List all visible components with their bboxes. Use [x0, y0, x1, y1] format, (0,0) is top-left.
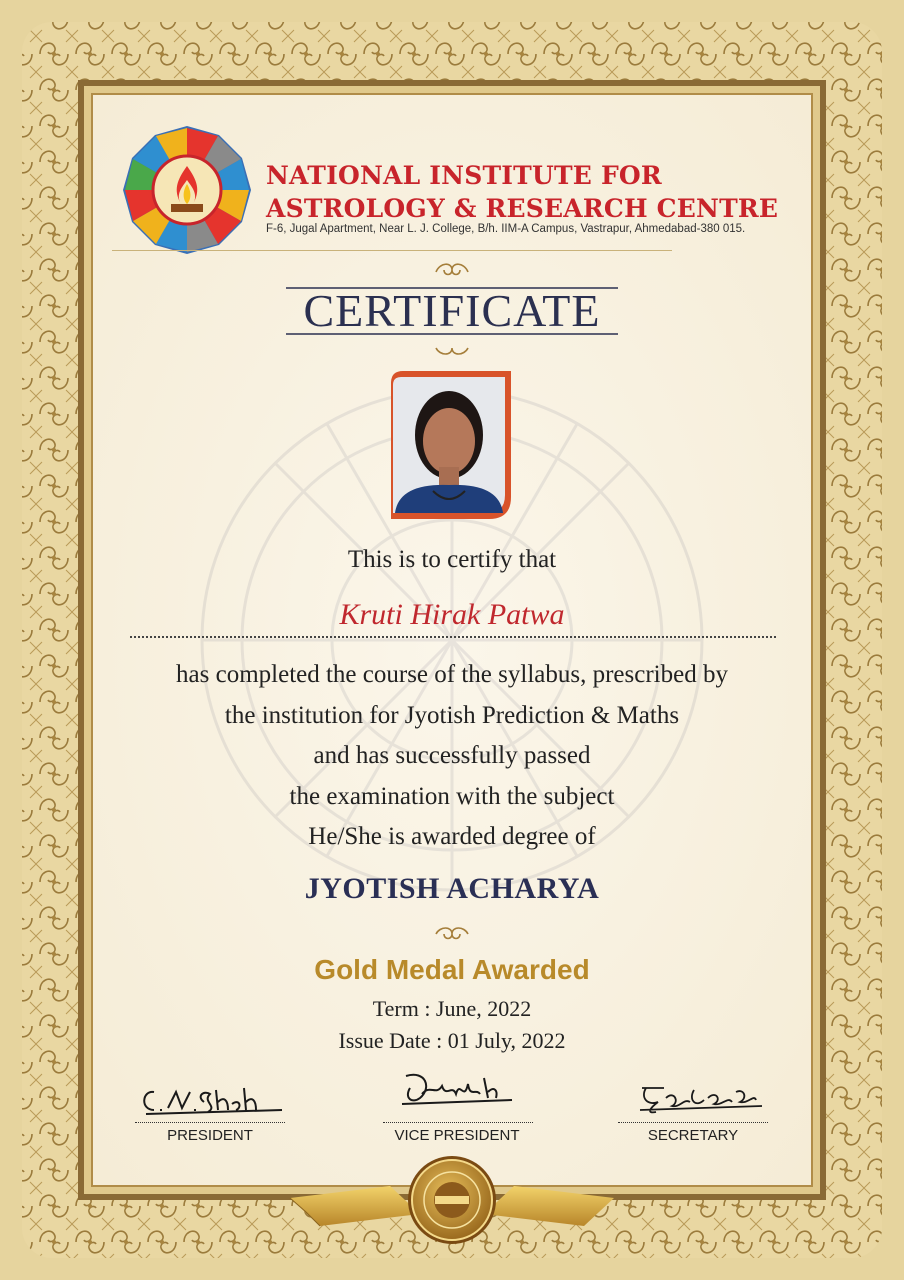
president-sig-line [135, 1122, 285, 1123]
institute-name-line1: NATIONAL INSTITUTE FOR [266, 161, 662, 190]
header-divider [112, 250, 672, 251]
certificate-title: CERTIFICATE [303, 285, 601, 336]
secretary-label: SECRETARY [647, 1127, 739, 1144]
degree-title: JYOTISH ACHARYA [304, 872, 600, 905]
recipient-name: Kruti Hirak Patwa [339, 598, 565, 631]
body-line-4: the examination with the subject [289, 783, 615, 810]
body-line-3: and has successfully passed [313, 742, 591, 769]
certify-intro: This is to certify that [347, 546, 557, 573]
issue-date-text: Issue Date : 01 July, 2022 [338, 1028, 566, 1053]
vice-president-label: VICE PRESIDENT [394, 1127, 520, 1144]
term-text: Term : June, 2022 [372, 996, 532, 1021]
institute-name-line2: ASTROLOGY & RESEARCH CENTRE [266, 194, 779, 223]
name-dotted-line [130, 636, 776, 638]
body-line-2: the institution for Jyotish Prediction & Maths [224, 702, 680, 729]
institute-address: F-6, Jugal Apartment, Near L. J. College, B/h. IIM-A Campus, Vastrapur, Ahmedabad-380 015. [266, 223, 746, 235]
body-line-1: has completed the course of the syllabus, prescribed by [176, 661, 728, 688]
president-label: PRESIDENT [167, 1127, 253, 1144]
secretary-signature [636, 1078, 766, 1122]
recipient-photo [391, 371, 511, 519]
award-text: Gold Medal Awarded [314, 954, 590, 985]
vice-president-sig-line [383, 1122, 533, 1123]
body-line-5: He/She is awarded degree of [308, 823, 596, 850]
secretary-sig-line [618, 1122, 768, 1123]
president-signature [132, 1080, 292, 1124]
vice-president-signature [396, 1068, 516, 1118]
